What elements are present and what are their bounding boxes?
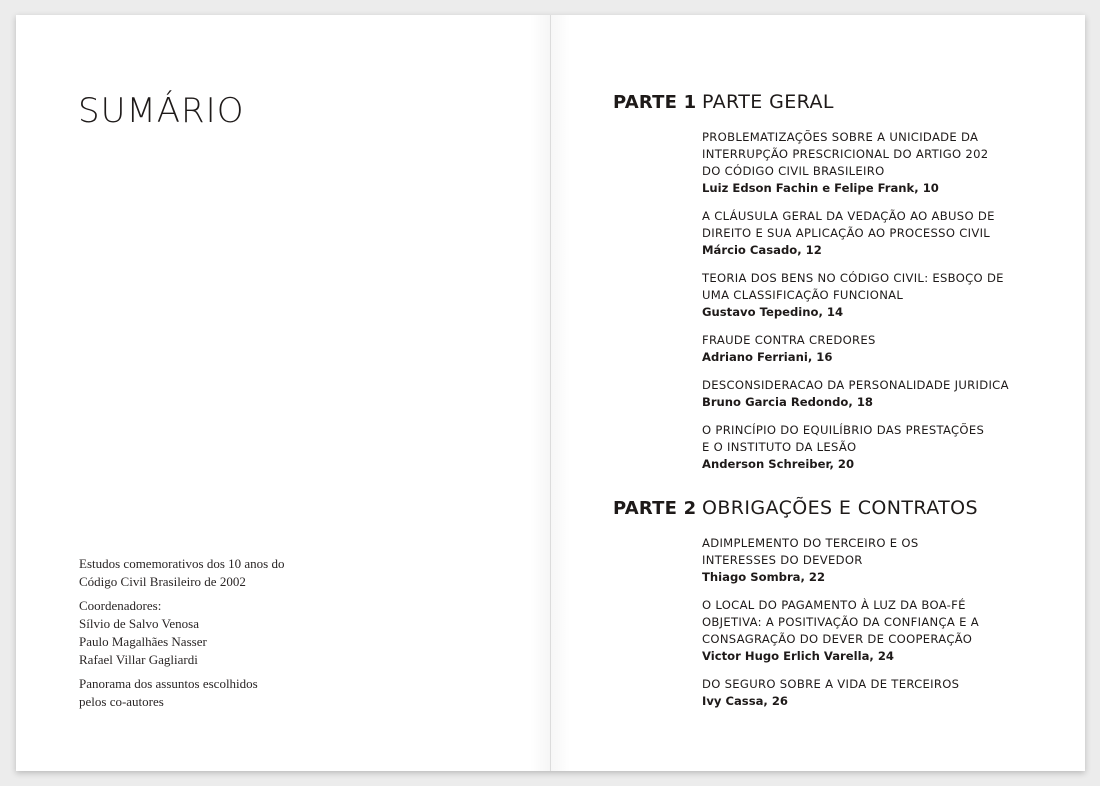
part-heading [613,91,1053,117]
entry-author-page: Victor Hugo Erlich Varella, 24 [702,649,894,663]
left-page [16,15,550,771]
table-of-contents [613,91,1053,734]
entry-title: PROBLEMATIZAÇÕES SOBRE A UNICIDADE DA INTERRUPÇÃO PRESCRICIONAL DO ARTIGO 202 DO CÓDIGO CIVIL BRASILEIRO [702,130,989,178]
toc-part [613,91,1053,473]
toc-entry[interactable] [702,676,1053,710]
part-entries [702,129,1053,473]
toc-entry[interactable] [702,270,1053,321]
entry-title: ADIMPLEMENTO DO TERCEIRO E OS INTERESSES DO DEVEDOR [702,536,919,567]
right-page [551,15,1085,771]
colophon-description [79,555,399,591]
colophon-coordinators [79,597,399,669]
page-title: SUMÁRIO [78,91,245,131]
colophon-panorama-line: Panorama dos assuntos escolhidos [79,676,258,691]
coordinator-name: Sílvio de Salvo Venosa [79,616,200,631]
entry-title: O LOCAL DO PAGAMENTO À LUZ DA BOA-FÉ OBJETIVA: A POSITIVAÇÃO DA CONFIANÇA E A CONSAGRAÇÃO DO DEVER DE COOPERAÇÃO [702,598,979,646]
part-number: PARTE 1 [613,92,697,113]
entry-title: DESCONSIDERACAO DA PERSONALIDADE JURIDICA [702,378,1009,392]
toc-entry[interactable] [702,535,1053,586]
part-number: PARTE 2 [613,498,697,519]
toc-entry[interactable] [702,377,1053,411]
entry-title: TEORIA DOS BENS NO CÓDIGO CIVIL: ESBOÇO DE UMA CLASSIFICAÇÃO FUNCIONAL [702,271,1004,302]
toc-part [613,497,1053,710]
colophon [79,555,399,717]
entry-title: O PRINCÍPIO DO EQUILÍBRIO DAS PRESTAÇÕES E O INSTITUTO DA LESÃO [702,423,985,454]
part-entries [702,535,1053,710]
entry-author-page: Gustavo Tepedino, 14 [702,305,844,319]
entry-author-page: Luiz Edson Fachin e Felipe Frank, 10 [702,181,939,195]
toc-entry[interactable] [702,597,1053,665]
coordinator-name: Rafael Villar Gagliardi [79,652,198,667]
toc-entry[interactable] [702,208,1053,259]
entry-author-page: Bruno Garcia Redondo, 18 [702,395,873,409]
part-heading [613,497,1053,523]
colophon-description-line: Estudos comemorativos dos 10 anos do [79,556,285,571]
colophon-description-line: Código Civil Brasileiro de 2002 [79,574,246,589]
colophon-panorama-line: pelos co-autores [79,694,164,709]
toc-entry[interactable] [702,422,1053,473]
entry-author-page: Adriano Ferriani, 16 [702,350,833,364]
coordinator-name: Paulo Magalhães Nasser [79,634,207,649]
coordinators-label: Coordenadores: [79,598,162,613]
entry-author-page: Anderson Schreiber, 20 [702,457,855,471]
toc-entry[interactable] [702,332,1053,366]
part-title: PARTE GERAL [702,91,834,113]
entry-title: DO SEGURO SOBRE A VIDA DE TERCEIROS [702,677,960,691]
toc-entry[interactable] [702,129,1053,197]
entry-author-page: Ivy Cassa, 26 [702,694,788,708]
entry-author-page: Márcio Casado, 12 [702,243,822,257]
colophon-panorama [79,675,399,711]
entry-title: FRAUDE CONTRA CREDORES [702,333,876,347]
entry-title: A CLÁUSULA GERAL DA VEDAÇÃO AO ABUSO DE DIREITO E SUA APLICAÇÃO AO PROCESSO CIVIL [702,209,995,240]
part-title: OBRIGAÇÕES E CONTRATOS [702,497,978,519]
entry-author-page: Thiago Sombra, 22 [702,570,826,584]
book-spread [16,15,1085,771]
